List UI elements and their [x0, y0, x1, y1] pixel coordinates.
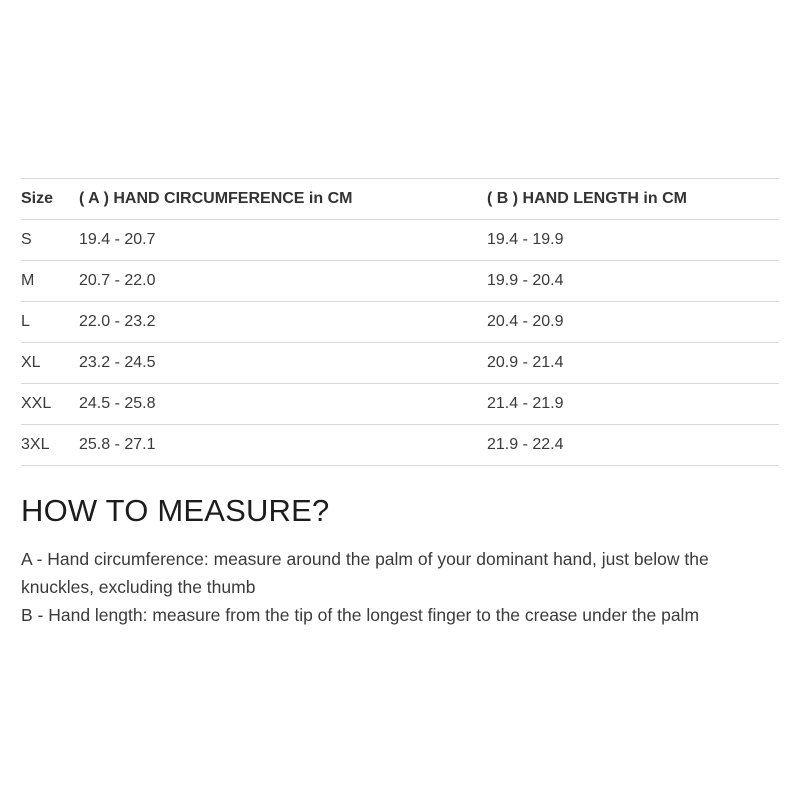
hand-length-cell: 19.9 - 20.4 [487, 261, 779, 302]
size-chart-header [21, 179, 779, 220]
column-header-size: Size [21, 179, 79, 220]
column-header-hand-circumference: ( A ) HAND CIRCUMFERENCE in CM [79, 179, 487, 220]
size-cell: L [21, 302, 79, 343]
table-row [21, 384, 779, 425]
size-cell: XXL [21, 384, 79, 425]
size-chart-table [21, 178, 779, 466]
hand-length-cell: 20.4 - 20.9 [487, 302, 779, 343]
instruction-hand-circumference: A - Hand circumference: measure around the palm of your dominant hand, just below the knuckles, excluding the thumb [21, 549, 709, 597]
size-cell: XL [21, 343, 79, 384]
size-cell: M [21, 261, 79, 302]
table-row [21, 302, 779, 343]
hand-circumference-cell: 20.7 - 22.0 [79, 261, 487, 302]
how-to-measure-instructions [21, 545, 779, 629]
table-row [21, 220, 779, 261]
size-cell: 3XL [21, 425, 79, 466]
how-to-measure-title: HOW TO MEASURE? [21, 493, 330, 528]
hand-circumference-cell: 19.4 - 20.7 [79, 220, 487, 261]
hand-length-cell: 19.4 - 19.9 [487, 220, 779, 261]
hand-length-cell: 21.4 - 21.9 [487, 384, 779, 425]
hand-circumference-cell: 22.0 - 23.2 [79, 302, 487, 343]
instruction-hand-length: B - Hand length: measure from the tip of the longest finger to the crease under the palm [21, 605, 700, 625]
column-header-hand-length: ( B ) HAND LENGTH in CM [487, 179, 779, 220]
size-cell: S [21, 220, 79, 261]
hand-length-cell: 20.9 - 21.4 [487, 343, 779, 384]
hand-circumference-cell: 25.8 - 27.1 [79, 425, 487, 466]
hand-circumference-cell: 23.2 - 24.5 [79, 343, 487, 384]
hand-circumference-cell: 24.5 - 25.8 [79, 384, 487, 425]
table-row [21, 261, 779, 302]
table-row [21, 425, 779, 466]
hand-length-cell: 21.9 - 22.4 [487, 425, 779, 466]
size-chart-body [21, 220, 779, 466]
table-row [21, 343, 779, 384]
header-row [21, 179, 779, 220]
